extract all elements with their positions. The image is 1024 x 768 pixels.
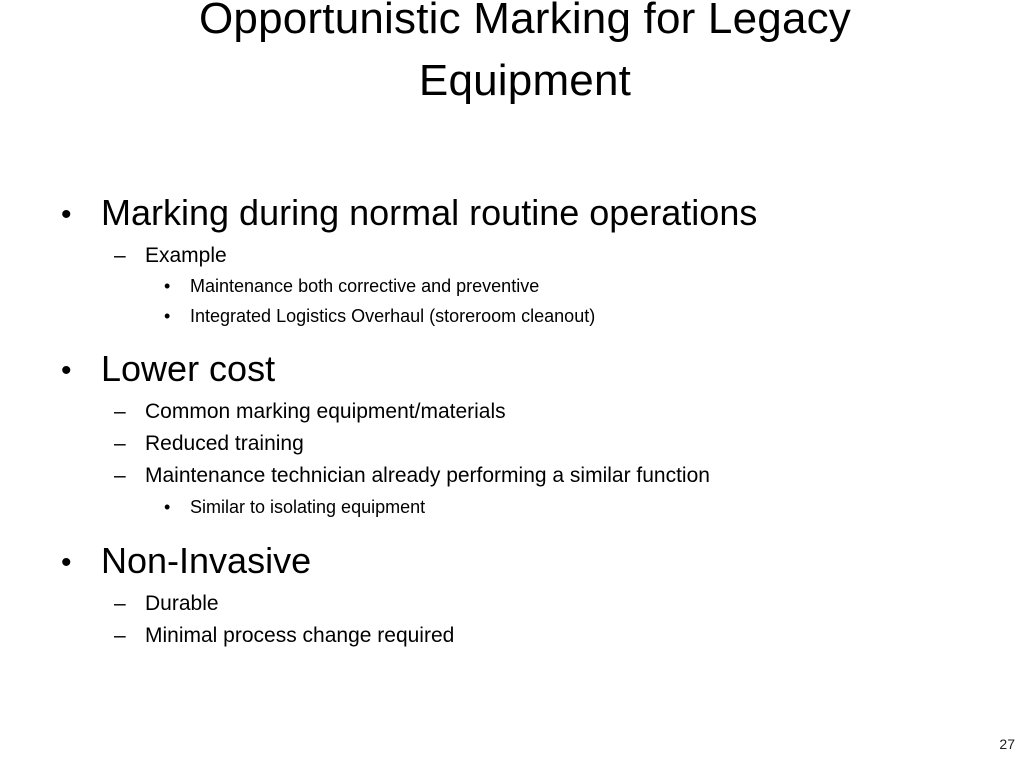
page-number: 27 (999, 736, 1015, 752)
bullet-text: Non-Invasive (101, 540, 312, 581)
bullet-marker: • (61, 354, 72, 387)
bullet-text: Common marking equipment/materials (145, 400, 506, 423)
bullet-level2 (114, 591, 219, 617)
bullet-marker: • (164, 497, 171, 517)
bullet-text: Similar to isolating equipment (190, 497, 426, 517)
slide-title-line-1: Opportunistic Marking for Legacy (198, 0, 852, 43)
bullet-level2 (114, 431, 304, 457)
dash-marker: – (114, 400, 126, 423)
dash-marker: – (114, 464, 126, 487)
bullet-level2 (114, 399, 506, 425)
bullet-text: Example (145, 244, 227, 267)
dash-marker: – (114, 244, 126, 267)
bullet-marker: • (61, 546, 72, 579)
bullet-level3 (164, 496, 426, 518)
dash-marker: – (114, 624, 126, 647)
dash-marker: – (114, 432, 126, 455)
bullet-level1 (61, 192, 758, 233)
bullet-marker: • (164, 276, 171, 296)
bullet-text: Lower cost (101, 348, 276, 389)
bullet-marker: • (164, 306, 171, 326)
bullet-text: Reduced training (145, 432, 304, 455)
bullet-level1 (61, 348, 276, 389)
bullet-text: Maintenance both corrective and preventive (190, 276, 540, 296)
bullet-level2 (114, 243, 227, 269)
bullet-level2 (114, 463, 710, 489)
bullet-text: Durable (145, 592, 219, 615)
dash-marker: – (114, 592, 126, 615)
bullet-marker: • (61, 198, 72, 231)
bullet-text: Marking during normal routine operations (101, 192, 758, 233)
bullet-text: Integrated Logistics Overhaul (storeroom cleanout) (190, 306, 596, 326)
bullet-level3 (164, 275, 540, 297)
bullet-level3 (164, 305, 596, 327)
bullet-level1 (61, 540, 312, 581)
bullet-text: Maintenance technician already performing a similar function (145, 464, 710, 487)
slide-title-line-2: Equipment (418, 56, 632, 105)
bullet-level2 (114, 623, 455, 649)
bullet-text: Minimal process change required (145, 624, 455, 647)
